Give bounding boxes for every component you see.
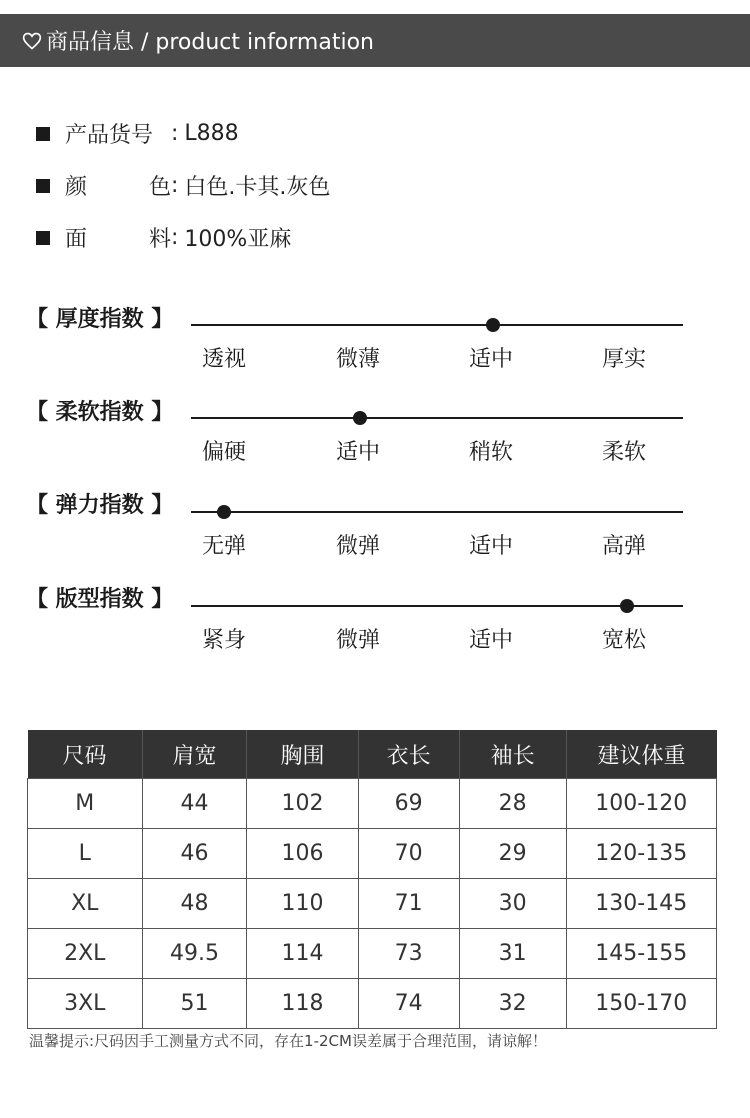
size-table [27, 730, 717, 1029]
table-cell: 130-145 [566, 879, 716, 929]
info-colon: : [171, 121, 179, 146]
scale-label: 无弹 [202, 534, 247, 559]
table-cell: 32 [459, 979, 566, 1029]
info-colon: : [171, 173, 179, 198]
table-row [28, 829, 717, 879]
info-value: L888 [184, 121, 239, 146]
scale-label: 适中 [469, 347, 514, 372]
table-row [28, 879, 717, 929]
info-label-part: 颜 [65, 175, 88, 200]
info-value: 100%亚麻 [184, 227, 292, 252]
scale-label: 宽松 [602, 628, 647, 653]
table-cell: 46 [142, 829, 247, 879]
scale-label: 适中 [336, 440, 381, 465]
table-cell: 114 [247, 929, 358, 979]
table-header-cell: 肩宽 [142, 730, 247, 779]
info-row [36, 222, 291, 253]
info-colon: : [171, 225, 179, 250]
scale-label: 微薄 [336, 347, 381, 372]
scale-marker-dot [486, 318, 500, 332]
table-header-cell: 衣长 [358, 730, 459, 779]
info-label-part: 产品货号 [65, 123, 154, 148]
table-cell: XL [28, 879, 143, 929]
table-cell: 150-170 [566, 979, 716, 1029]
scale-line [191, 511, 683, 513]
info-label-part: 面 [65, 227, 88, 252]
table-row [28, 929, 717, 979]
scale-marker-dot [217, 505, 231, 519]
table-cell: 2XL [28, 929, 143, 979]
scale-label: 透视 [202, 347, 247, 372]
scale-label: 偏硬 [202, 440, 247, 465]
scale-label: 适中 [469, 628, 514, 653]
square-bullet-icon [36, 127, 50, 141]
info-label [65, 222, 171, 253]
table-cell: 110 [247, 879, 358, 929]
table-header-cell: 建议体重 [566, 730, 716, 779]
table-cell: 118 [247, 979, 358, 1029]
scale-label: 柔软 [602, 440, 647, 465]
scale-label: 适中 [469, 534, 514, 559]
table-cell: 106 [247, 829, 358, 879]
table-cell: 30 [459, 879, 566, 929]
table-cell: 100-120 [566, 779, 716, 829]
table-cell: M [28, 779, 143, 829]
table-cell: 69 [358, 779, 459, 829]
section-header [0, 14, 750, 67]
scale-label: 稍软 [469, 440, 514, 465]
table-row [28, 779, 717, 829]
scale-label: 紧身 [202, 628, 247, 653]
table-cell: 49.5 [142, 929, 247, 979]
table-cell: 145-155 [566, 929, 716, 979]
table-cell: 73 [358, 929, 459, 979]
scale-label: 厚实 [602, 347, 647, 372]
scale-marker-dot [353, 411, 367, 425]
info-label-part: 色 [148, 175, 171, 200]
scale-marker-dot [620, 599, 634, 613]
info-value: 白色.卡其.灰色 [184, 175, 331, 200]
table-cell: 102 [247, 779, 358, 829]
info-label [65, 118, 171, 149]
table-cell: 71 [358, 879, 459, 929]
heart-outline-icon [22, 31, 42, 51]
scale-line [191, 417, 683, 419]
scale-line [191, 324, 683, 326]
info-label-part: 料 [148, 227, 171, 252]
table-cell: 31 [459, 929, 566, 979]
table-header-cell: 尺码 [28, 730, 143, 779]
table-cell: 3XL [28, 979, 143, 1029]
table-row [28, 979, 717, 1029]
info-row [36, 118, 239, 149]
table-header-cell: 袖长 [459, 730, 566, 779]
table-cell: 28 [459, 779, 566, 829]
square-bullet-icon [36, 231, 50, 245]
table-cell: 70 [358, 829, 459, 879]
table-cell: L [28, 829, 143, 879]
size-note: 温馨提示:尺码因手工测量方式不同，存在1-2CM误差属于合理范围，请谅解！ [29, 1032, 547, 1050]
index-title: 【 版型指数 】 [26, 587, 174, 612]
index-title: 【 厚度指数 】 [26, 307, 174, 332]
scale-label: 微弹 [336, 628, 381, 653]
table-cell: 29 [459, 829, 566, 879]
info-row [36, 170, 330, 201]
table-header-cell: 胸围 [247, 730, 358, 779]
table-cell: 48 [142, 879, 247, 929]
index-title: 【 柔软指数 】 [26, 400, 174, 425]
table-cell: 44 [142, 779, 247, 829]
table-cell: 120-135 [566, 829, 716, 879]
square-bullet-icon [36, 179, 50, 193]
scale-label: 微弹 [336, 534, 381, 559]
table-body [28, 779, 717, 1029]
info-label [65, 170, 171, 201]
table-cell: 74 [358, 979, 459, 1029]
scale-line [191, 605, 683, 607]
table-header-row [28, 730, 717, 779]
header-title: 商品信息 / product information [46, 30, 374, 55]
index-title: 【 弹力指数 】 [26, 493, 174, 518]
scale-label: 高弹 [602, 534, 647, 559]
table-cell: 51 [142, 979, 247, 1029]
